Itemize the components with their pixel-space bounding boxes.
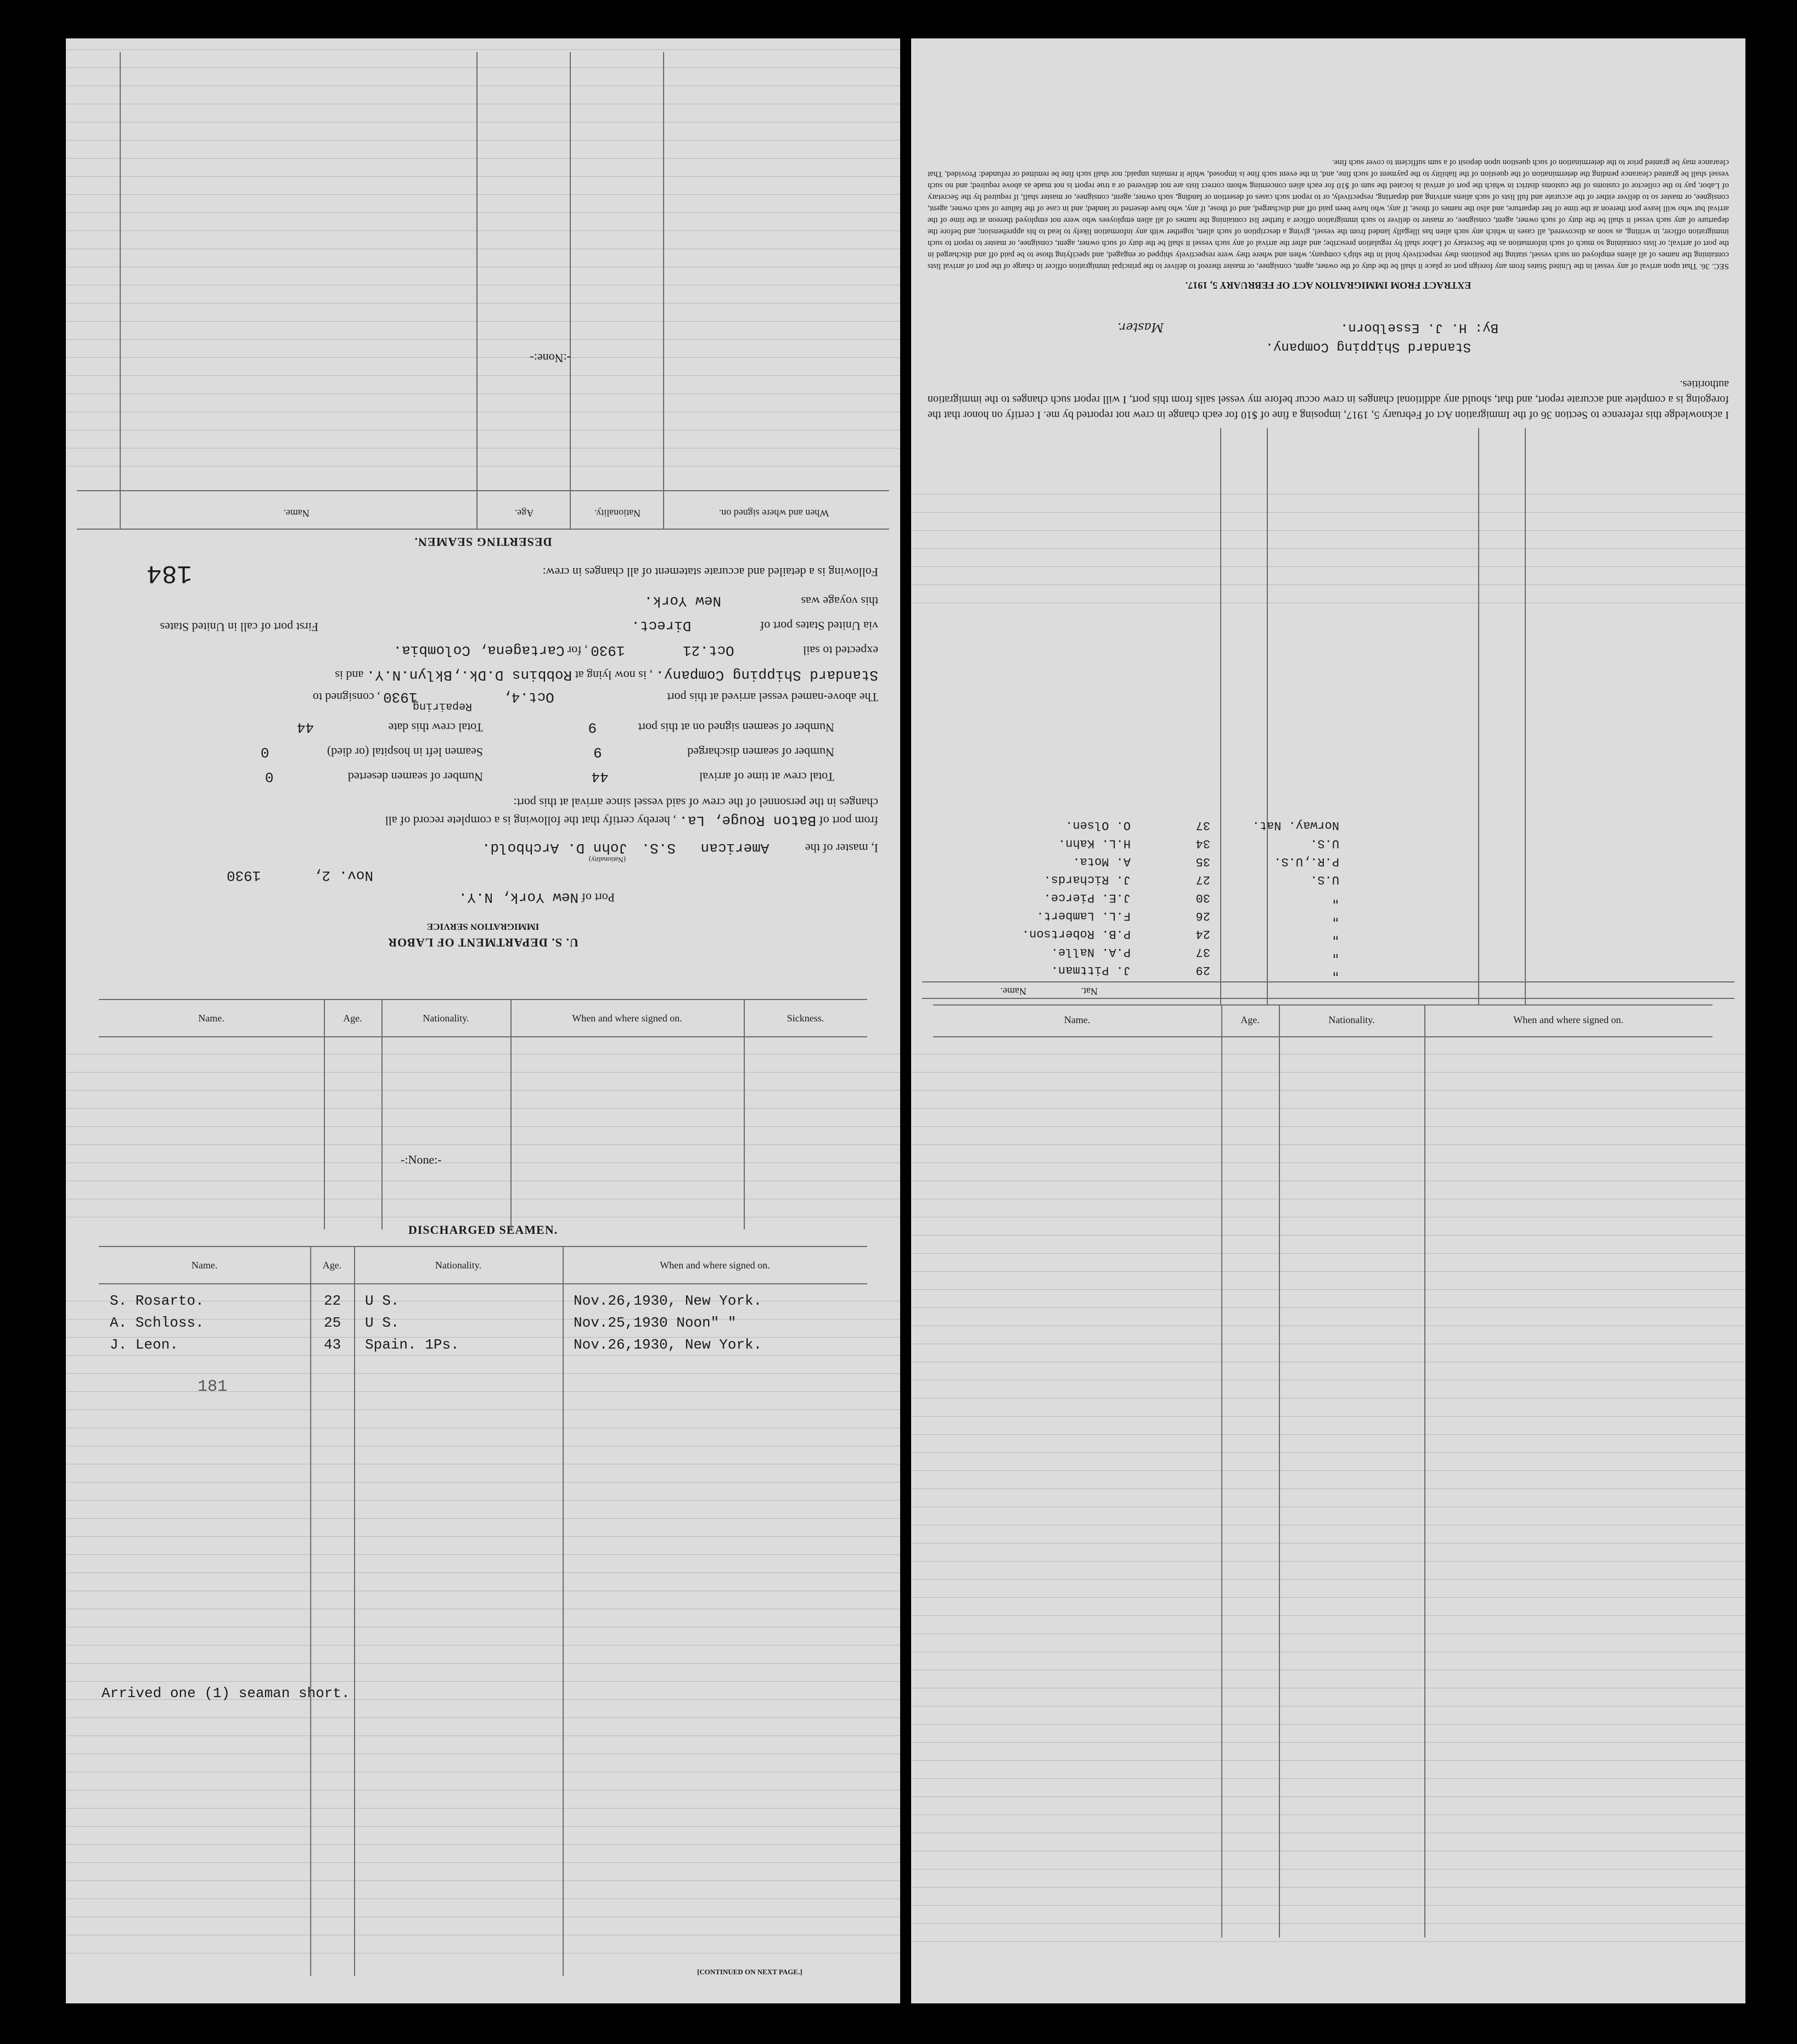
date-line: [227, 867, 373, 884]
upper-header-nat: Nat.: [1081, 986, 1098, 997]
discharged-header-top: [99, 1246, 867, 1247]
ruled-line: [66, 1880, 900, 1881]
ruled-line: [66, 1373, 900, 1374]
crew-nationality: Norway. Nat.: [1252, 818, 1339, 832]
crew-age: 26: [1195, 909, 1210, 923]
ruled-line: [911, 1778, 1745, 1779]
ruled-line: [911, 1398, 1745, 1399]
discharged-title: DISCHARGED SEAMEN.: [408, 1223, 558, 1237]
continued-footer: [CONTINUED ON NEXT PAGE.]: [697, 1968, 802, 1976]
crew-nationality: U.S.: [1310, 836, 1339, 850]
crew-name: J. Pittman.: [1051, 963, 1131, 977]
now-lying-value: Robbins D.Dk.,Bklyn.N.Y.: [366, 667, 572, 683]
and-is-label: and is: [335, 669, 364, 682]
signed-on-label: Number of seamen signed on at this port: [638, 721, 834, 734]
ruled-line: [911, 1923, 1745, 1924]
repairing-note: Repairing: [412, 700, 472, 712]
crew-age: 24: [1195, 927, 1210, 941]
signed-on-line: [588, 719, 834, 735]
page-number: 184: [147, 559, 192, 587]
col-divider: [1267, 428, 1268, 1004]
sick-header-signed: When and where signed on.: [572, 1013, 682, 1024]
this-voyage-line: [644, 593, 878, 609]
sick-header-bottom: [99, 1036, 867, 1037]
ruled-line: [66, 1355, 900, 1356]
now-lying-line: [335, 667, 878, 683]
discharged-signed: Nov.25,1930 Noon" ": [574, 1315, 737, 1331]
ruled-line: [911, 1126, 1745, 1127]
immigration-service: IMMIGRATION SERVICE: [426, 922, 540, 932]
ruled-line: [911, 1597, 1745, 1598]
nationality-value: American: [700, 840, 770, 856]
crew-age: 37: [1195, 945, 1210, 959]
lower-header-top: [933, 1004, 1712, 1006]
arrived-label: The above-named vessel arrived at this port: [667, 690, 878, 704]
ruled-line: [66, 1862, 900, 1863]
crew-age: 34: [1195, 836, 1210, 850]
ruled-line: [911, 1760, 1745, 1761]
master-line: [482, 840, 878, 856]
expected-label: expected to sail: [803, 644, 878, 658]
crew-name: H.L. Kahn.: [1058, 836, 1131, 850]
ruled-line: [66, 1108, 900, 1109]
following-text: Following is a detailed and accurate statement of all changes in crew:: [542, 565, 878, 579]
company-name: Standard Shipping Company.: [1265, 339, 1471, 354]
col-divider: [1525, 428, 1526, 1004]
upside-down-section: [66, 38, 900, 966]
total-crew-line: [297, 719, 483, 735]
crew-age: 30: [1195, 891, 1210, 905]
discharged-nationality: U S.: [365, 1315, 400, 1331]
discharged-name: J. Leon.: [110, 1337, 178, 1353]
sick-header-name: Name.: [198, 1013, 224, 1024]
crew-name: O. Olsen.: [1065, 818, 1131, 832]
crew-name: J.E. Pierce.: [1043, 891, 1131, 905]
arrived-line: [313, 689, 878, 705]
crew-name: P.B. Robertson.: [1021, 927, 1131, 941]
upper-header-name: Name.: [1000, 986, 1026, 997]
signature: Master.: [1117, 320, 1164, 334]
discharged-signed: Nov.26,1930, New York.: [574, 1337, 762, 1353]
ruled-line: [66, 1391, 900, 1392]
from-port-line: [385, 812, 878, 829]
this-voyage-label: this voyage was: [801, 594, 878, 608]
lower-header-bottom: [933, 1036, 1712, 1037]
col-divider: [1221, 1004, 1222, 1938]
ruled-line: [911, 1633, 1745, 1634]
ruled-line: [66, 1663, 900, 1664]
sick-header-age: Age.: [343, 1013, 362, 1024]
col-divider: [1478, 428, 1479, 1004]
ruled-line: [66, 1144, 900, 1145]
crew-name: J. Richards.: [1043, 873, 1131, 886]
deserting-header-nationality: Nationality.: [594, 508, 641, 519]
discharged-note: Arrived one (1) seaman short.: [102, 1685, 350, 1702]
discharged-header-age: Age.: [322, 1260, 342, 1271]
col-divider: [510, 999, 512, 1229]
legal-text: SEC. 36. That upon arrival of any vessel in the United States from any foreign port or place it shall be the duty of the owner, agent, consignee, or master thereof to deliver to the principal immigration officer in charge of the port of arrival lists containing the names of all aliens employed on such vessel, stating the positions they respectively hold in the ship's company, when and where they were respectively shipped or engaged, and specifying those to be paid off and discharged in the port of arrival; or lists containing so much of such information as the Secretary of Labor shall by regulation prescribe; and after the arrival of any such vessel it shall be the duty of such owner, agent, consignee, or master to report to such immigration officer, in writing, as soon as discovered, all cases in which any such alien has illegally landed from the vessel, giving a description of such alien, together with any information likely to lead to his apprehension; and before the departure of any such vessel it shall be the duty of such owner, agent, consignee, or master to deliver to such immigration officer a further list containing the names of all alien employees who were not employed thereon at the time of the arrival but who will leave port thereon at the time of her departure, and also the names of those, if any, who have been paid off and discharged, and of those, if any, who have deserted or landed; and in case of the failure of such owner, agent, consignee, or master so to deliver either of the accurate and full lists of such aliens arriving and departing, respectively, or to report such cases of desertion or landing, such owner, agent, consignee, or master shall, if required by the Secretary of Labor, pay to the collector of customs of the customs district in which the port of arrival is located the sum of $10 for each alien concerning whom correct lists are not delivered or a true report is not made as above required; and no such vessel shall be granted clearance pending the determination of the question of the liability to the payment of such fine, and, in the event such fine is imposed, while it remains unpaid; nor shall such fine be remitted or refunded: Provided, That clearance may be granted prior to the determination of such question upon deposit of a sum sufficient to cover such fine.: [928, 158, 1729, 271]
port-value: New York, N.Y.: [458, 889, 579, 906]
signed-on-value: 9: [588, 719, 597, 735]
crew-nationality: ": [1332, 945, 1339, 959]
port-label: Port of: [581, 891, 615, 905]
for-value: Cartagena, Colombia.: [393, 642, 565, 659]
date-year: 1930: [226, 867, 261, 884]
ruled-line: [911, 1615, 1745, 1616]
via-line: [631, 617, 878, 634]
total-crew-value: 44: [296, 719, 314, 735]
discharged-header-signed: When and where signed on.: [660, 1260, 770, 1271]
sick-none: -:None:-: [401, 1153, 442, 1166]
col-divider: [563, 1246, 564, 1976]
discharged-line: [593, 744, 834, 760]
sick-header-nationality: Nationality.: [423, 1013, 469, 1024]
col-divider: [744, 999, 745, 1229]
discharged-age: 43: [324, 1337, 341, 1353]
discharged-nationality: U S.: [365, 1293, 400, 1309]
crew-age: 27: [1195, 873, 1210, 886]
discharged-signed: Nov.26,1930, New York.: [574, 1293, 762, 1309]
col-divider: [1424, 1004, 1425, 1938]
deserted-value: 0: [265, 768, 274, 785]
ruled-line: [911, 1108, 1745, 1109]
col-divider: [354, 1246, 355, 1976]
consigned-company: Standard Shipping Company.: [655, 667, 878, 683]
ruled-line: [911, 1905, 1745, 1906]
extract-title: EXTRACT FROM IMMIGRATION ACT OF FEBRUARY 5, 1917.: [1185, 280, 1472, 291]
ruled-line: [66, 1844, 900, 1845]
ruled-line: [66, 1808, 900, 1809]
expected-year: 1930: [591, 642, 625, 659]
discharged-name: S. Rosarto.: [110, 1293, 204, 1309]
ruled-line: [66, 1681, 900, 1682]
discharged-age: 25: [324, 1315, 341, 1331]
nationality-caption: (Nationality): [588, 856, 626, 864]
col-divider: [324, 999, 325, 1229]
deserting-title: DESERTING SEAMEN.: [414, 535, 552, 549]
crew-name: A. Mota.: [1072, 855, 1131, 868]
ruled-line: [911, 1452, 1745, 1453]
total-crew-label: Total crew this date: [388, 721, 483, 734]
crew-nationality: P.R.,U.S.: [1274, 855, 1339, 868]
discharged-name: A. Schloss.: [110, 1315, 204, 1331]
col-divider: [663, 52, 664, 530]
via-value: Direct.: [631, 617, 692, 634]
ruled-line: [66, 1826, 900, 1827]
from-port-label: from port of: [819, 814, 878, 828]
ruled-line: [66, 1482, 900, 1483]
hospital-value: 0: [260, 744, 269, 760]
col-divider: [1279, 1004, 1280, 1938]
discharged-header-nationality: Nationality.: [435, 1260, 482, 1271]
discharged-header-name: Name.: [191, 1260, 218, 1271]
stamp-number: 181: [198, 1378, 228, 1396]
deserting-header-name: Name.: [283, 508, 310, 519]
ruled-line: [66, 1337, 900, 1338]
ruled-line: [911, 1307, 1745, 1308]
discharged-label: Number of seamen discharged: [687, 745, 834, 759]
changes-text: changes in the personnel of the crew of said vessel since arrival at this port:: [513, 796, 878, 810]
col-divider: [310, 1246, 311, 1976]
first-port-label: First port of call in United States: [160, 620, 318, 634]
ruled-line: [911, 1561, 1745, 1562]
lower-header-nationality: Nationality.: [1328, 1014, 1375, 1025]
ruled-line: [66, 1126, 900, 1127]
col-divider: [570, 52, 571, 530]
col-divider: [120, 52, 121, 530]
hospital-label: Seamen left in hospital (or died): [327, 745, 483, 759]
upper-table-header-line: [922, 981, 1734, 982]
discharged-header-bottom: [99, 1283, 867, 1284]
ruled-line: [911, 1090, 1745, 1091]
arrival-crew-line: [591, 768, 834, 785]
deserting-header-signed: When and where signed on.: [718, 508, 829, 519]
now-lying-label: , is now lying at: [575, 669, 653, 682]
ruled-line: [911, 1271, 1745, 1272]
upside-down-section: [911, 38, 1745, 1004]
lower-header-name: Name.: [1064, 1014, 1091, 1025]
ruled-line: [66, 1090, 900, 1091]
ruled-line: [66, 1518, 900, 1519]
left-page: [66, 38, 900, 2003]
hospital-line: [261, 744, 483, 760]
expected-date: Oct.21: [683, 642, 734, 659]
deserting-header-bottom: [77, 490, 889, 491]
ruled-line: [911, 1416, 1745, 1417]
acknowledge-text: I acknowledge this reference to Section 36 of the Immigration Act of February 5, 1917, imposing a fine of $10 for each change in crew not reported by me. I certify on honor that the foregoing is a complete and accurate report, and that, should any additional changes in crew occur before my vessel sails from this port, I will report such changes to the immigration authorities.: [928, 378, 1729, 421]
ruled-line: [911, 1470, 1745, 1471]
ruled-line: [911, 1579, 1745, 1580]
lower-header-age: Age.: [1240, 1014, 1260, 1025]
port-line: [459, 889, 615, 906]
ruled-line: [66, 1500, 900, 1501]
arrived-year: 1930: [383, 689, 418, 705]
ruled-line: [911, 1235, 1745, 1236]
for-label: , for: [567, 644, 588, 658]
ruled-line: [911, 1941, 1745, 1942]
ruled-line: [911, 1887, 1745, 1888]
ruled-line: [911, 1144, 1745, 1145]
arrival-crew-value: 44: [591, 768, 609, 785]
ruled-line: [66, 1536, 900, 1537]
ruled-line: [911, 1289, 1745, 1290]
crew-age: 35: [1195, 855, 1210, 868]
deserted-line: [265, 768, 483, 785]
deserting-header-top: [77, 529, 889, 530]
ruled-line: [911, 1434, 1745, 1435]
department-title: U. S. DEPARTMENT OF LABOR: [388, 936, 579, 950]
consigned-to-label: , consigned to: [312, 690, 380, 704]
crew-name: P.A. Nalle.: [1051, 945, 1131, 959]
crew-name: F.L. Lambert.: [1036, 909, 1131, 923]
right-page: [911, 38, 1745, 2003]
crew-nationality: ": [1332, 963, 1339, 977]
crew-age: 29: [1195, 963, 1210, 977]
ruled-line: [911, 1796, 1745, 1797]
col-divider: [381, 999, 383, 1229]
this-voyage-value: New York.: [644, 593, 721, 609]
discharged-value: 9: [593, 744, 602, 760]
ruled-line: [911, 1724, 1745, 1725]
col-divider: [476, 52, 478, 530]
ruled-line: [66, 1554, 900, 1555]
sick-header-top: [99, 999, 867, 1000]
ruled-line: [66, 1645, 900, 1646]
ss-label: S.S.: [641, 840, 676, 856]
ruled-line: [911, 1253, 1745, 1254]
certify-text: , hereby certify that the following is a complete record of all: [385, 814, 676, 828]
from-port-value: Baton Rouge, La.: [679, 812, 816, 829]
sick-header-sickness: Sickness.: [787, 1013, 824, 1024]
crew-nationality: U.S.: [1310, 873, 1339, 886]
via-label: via United States port of: [760, 619, 878, 633]
ruled-line: [66, 1717, 900, 1718]
discharged-nationality: Spain. 1Ps.: [365, 1337, 459, 1353]
expected-line: [393, 642, 878, 659]
crew-age: 37: [1195, 818, 1210, 832]
upper-table-top: [922, 998, 1734, 999]
crew-nationality: ": [1332, 909, 1339, 923]
ruled-line: [911, 1742, 1745, 1743]
col-divider: [1220, 428, 1221, 1004]
arrival-crew-label: Total crew at time of arrival: [699, 770, 834, 784]
deserting-none: -:None:-: [530, 351, 571, 365]
date-value: Nov. 2,: [313, 867, 373, 884]
lower-header-signed: When and where signed on.: [1513, 1014, 1624, 1025]
crew-nationality: ": [1332, 891, 1339, 905]
deserting-header-age: Age.: [514, 508, 534, 519]
crew-nationality: ": [1332, 927, 1339, 941]
arrived-date: Oct.4,: [503, 689, 554, 705]
discharged-age: 22: [324, 1293, 341, 1309]
vessel-name: John D. Archbold.: [481, 840, 628, 856]
deserted-label: Number of seamen deserted: [347, 770, 483, 784]
by-agent: By: H. J. Esselborn.: [1340, 320, 1498, 335]
master-label: I, master of the: [805, 841, 878, 855]
